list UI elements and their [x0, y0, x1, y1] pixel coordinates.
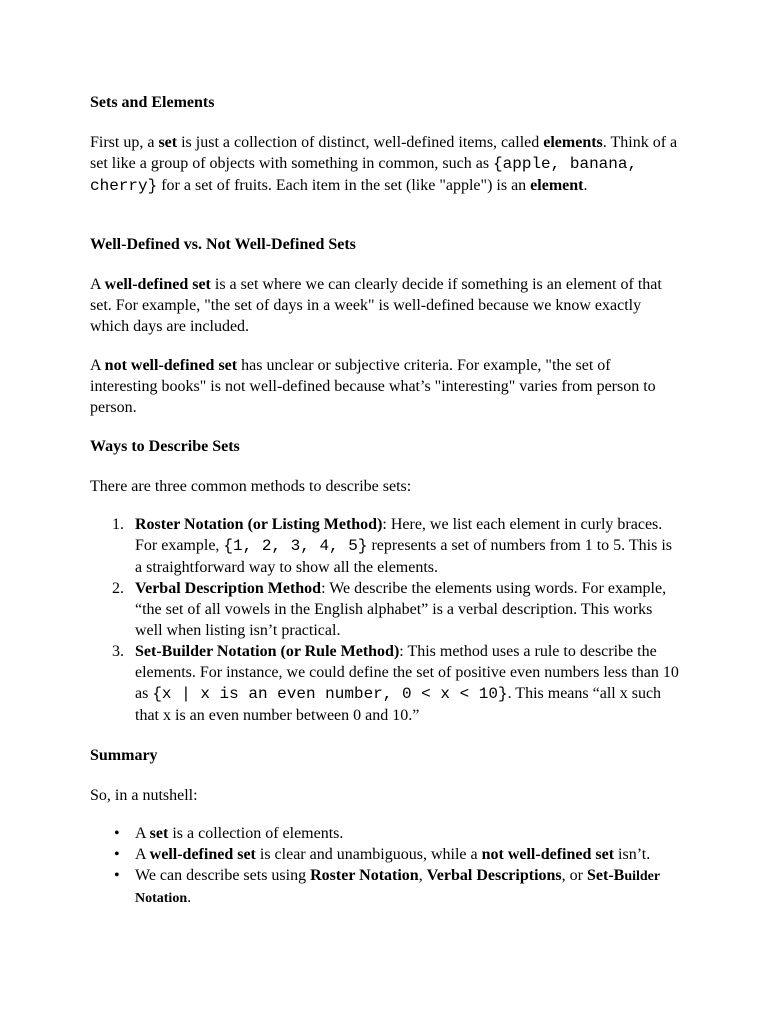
- heading-sets-and-elements: Sets and Elements: [90, 94, 215, 111]
- text: : This method uses a rule to describe the elements. For instance, we could define the set of positive even numbers less than 10 as: [135, 643, 679, 702]
- term-set: set: [149, 825, 169, 842]
- list-marker: 2.: [112, 580, 124, 597]
- text: , or: [561, 867, 587, 884]
- list-item-set-builder: [90, 641, 680, 726]
- term-not-well-defined-set: not well-defined set: [481, 846, 615, 863]
- text: We can describe sets using: [135, 867, 311, 884]
- bullet-marker: •: [114, 867, 120, 884]
- paragraph-not-well-defined: [90, 355, 680, 418]
- term-verbal-descriptions: Verbal Descriptions: [426, 867, 562, 884]
- text: is clear and unambiguous, while a: [255, 846, 482, 863]
- text: : Here, we list each element in curly braces. For example,: [135, 516, 663, 554]
- text: .: [583, 177, 588, 194]
- text: First up, a: [90, 134, 159, 151]
- code-fruit-set: {apple, banana, cherry}: [90, 155, 638, 195]
- text: isn’t.: [614, 846, 651, 863]
- bullet-marker: •: [114, 846, 120, 863]
- code-set-builder-expression: {x | x is an even number, 0 < x < 10}: [152, 685, 508, 703]
- text: A: [90, 276, 105, 293]
- paragraph-sets-definition: [90, 132, 680, 197]
- text: : We describe the elements using words. For example, “the set of all vowels in the English alphabet” is a verbal description. This works well when listing isn’t practical.: [135, 580, 667, 639]
- term-set-builder-notation-start: Set-B: [586, 867, 625, 884]
- term-set-builder-notation: Set-Builder Notation (or Rule Method): [135, 643, 400, 660]
- term-well-defined-set: well-defined set: [149, 846, 256, 863]
- heading-ways-to-describe: Ways to Describe Sets: [90, 438, 240, 455]
- text: is a set where we can clearly decide if something is an element of that set. For example, "the set of days in a week" is well-defined because we know exactly which days are included.: [90, 276, 662, 335]
- heading-well-defined: Well-Defined vs. Not Well-Defined Sets: [90, 236, 356, 253]
- summary-item-set: [90, 823, 680, 844]
- list-item-verbal: [90, 578, 680, 641]
- text: is a collection of elements.: [168, 825, 344, 842]
- summary-item-methods: [90, 865, 680, 909]
- text: . This means “all x such that x is an even number between 0 and 10.”: [135, 685, 662, 724]
- text: .: [187, 889, 192, 906]
- summary-list: [90, 823, 680, 909]
- term-element: element: [530, 177, 584, 194]
- term-not-well-defined-set: not well-defined set: [104, 357, 238, 374]
- term-set: set: [158, 134, 178, 151]
- term-roster-notation: Roster Notation (or Listing Method): [135, 516, 383, 533]
- paragraph-ways-intro: There are three common methods to describe sets:: [90, 478, 412, 495]
- text: ,: [418, 867, 427, 884]
- term-verbal-description: Verbal Description Method: [135, 580, 322, 597]
- code-number-set: {1, 2, 3, 4, 5}: [223, 537, 368, 555]
- summary-item-well-defined: [90, 844, 680, 865]
- term-roster-notation: Roster Notation: [310, 867, 419, 884]
- bullet-marker: •: [114, 825, 120, 842]
- text: is just a collection of distinct, well-defined items, called: [177, 134, 544, 151]
- list-marker: 3.: [112, 643, 124, 660]
- paragraph-summary-intro: So, in a nutshell:: [90, 787, 198, 804]
- term-elements: elements: [543, 134, 603, 151]
- text: A: [135, 846, 150, 863]
- text: has unclear or subjective criteria. For example, "the set of interesting books" is not well-defined because what’s "interesting" varies from person to person.: [90, 357, 656, 416]
- text: . Think of a set like a group of objects with something in common, such as: [90, 134, 678, 172]
- list-marker: 1.: [112, 516, 124, 533]
- text: A: [90, 357, 105, 374]
- paragraph-well-defined: [90, 274, 680, 337]
- heading-summary: Summary: [90, 747, 158, 764]
- list-item-roster: [90, 514, 680, 578]
- text: represents a set of numbers from 1 to 5. This is a straightforward way to show all the elements.: [135, 537, 672, 576]
- term-well-defined-set: well-defined set: [104, 276, 211, 293]
- text: for a set of fruits. Each item in the set (like "apple") is an: [157, 177, 531, 194]
- text: A: [135, 825, 150, 842]
- methods-list: [90, 514, 680, 726]
- term-set-builder-notation-end: uilder Notation: [135, 869, 660, 906]
